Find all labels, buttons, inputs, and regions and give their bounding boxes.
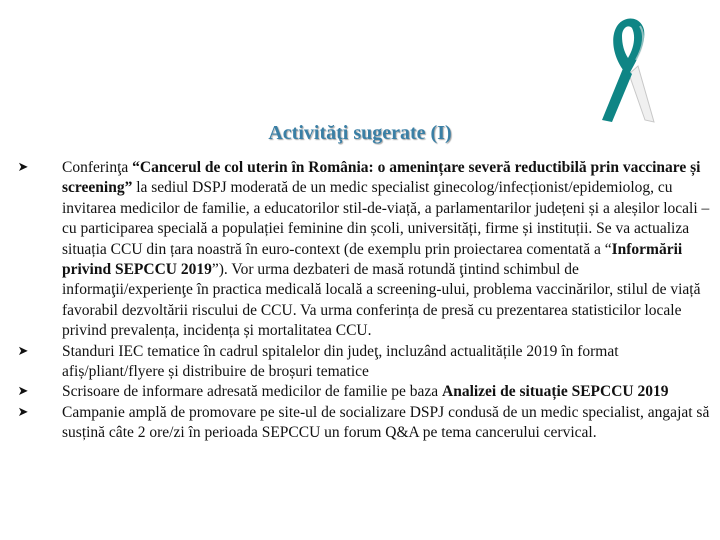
bullet-text: ”). Vor urma dezbateri de masă rotundă ţintind schimbul de informaţii/experienţe în practica medicală locală a screening-ului, problema vaccinărilor, stilul de viață favorabil dezvoltării riscului de CCU. Va urma conferința de presă cu prezentarea statisticilor locale privind prevalența, incidența și mortalitatea CCU. bbox=[62, 261, 701, 340]
slide-title: Activităţi sugerate (I) bbox=[268, 122, 452, 144]
arrow-bullet-icon: ➤ bbox=[17, 160, 29, 175]
bullet-text: Scrisoare de informare adresată medicilor de familie pe baza bbox=[62, 383, 442, 401]
bullet-text: Conferinţa bbox=[62, 159, 133, 176]
arrow-bullet-icon: ➤ bbox=[17, 343, 29, 359]
awareness-ribbon-icon bbox=[588, 14, 668, 132]
bullet-text: Campanie amplă de promovare pe site-ul de socializare DSPJ condusă de un medic specialist, angajat să susțină câte 2 ore/zi în perioada SEPCCU un forum Q&A pe tema cancerului cervical. bbox=[62, 403, 710, 442]
bullet-list bbox=[16, 158, 710, 444]
bullet-item-conference bbox=[16, 158, 710, 342]
bullet-item-campaign bbox=[16, 403, 710, 444]
bullet-item-letter bbox=[16, 382, 710, 402]
report-title: Informării privind SEPCCU 2019 bbox=[62, 240, 683, 279]
bullet-text: la sediul DSPJ moderată de un medic specialist ginecolog/infecționist/epidemiolog, cu invitarea medicilor de familie, a educatorilor stil-de-viață, a parlamentarilor județeni și a aleșilor locali – cu participarea specială a populației feminine din școli, universități, firme și instituții. Se va actualiza situația CCU din țara noastră în euro-context (de exemplu prin proiectarea comentată a “ bbox=[62, 179, 710, 258]
conference-title: “Cancerul de col uterin în România: o amenințare severă reductibilă prin vaccinare și screening” bbox=[62, 159, 701, 197]
arrow-bullet-icon: ➤ bbox=[17, 384, 29, 400]
arrow-bullet-icon: ➤ bbox=[17, 404, 29, 420]
analysis-title: Analizei de situație SEPCCU 2019 bbox=[442, 383, 669, 401]
bullet-item-iec-stands bbox=[16, 342, 710, 383]
bullet-text: Standuri IEC tematice în cadrul spitalelor din judeţ, incluzând actualitățile 2019 în format afiș/pliant/flyere și distribuire de broșuri tematice bbox=[62, 342, 619, 381]
